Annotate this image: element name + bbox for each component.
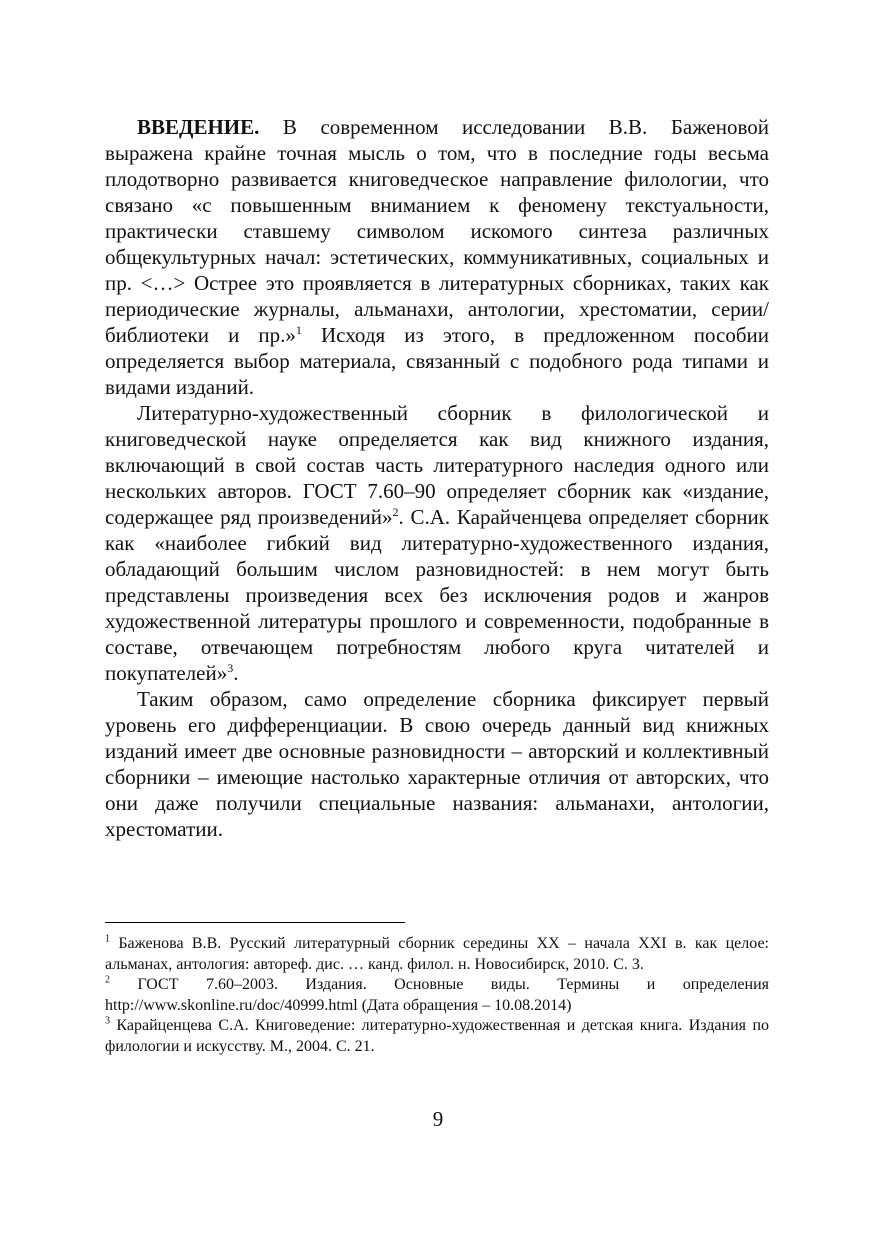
- paragraph-text: В современном исследовании В.В. Баженовой выражена крайне точная мысль о том, что в последние годы весьма плодотворно развивается книговедческое направление филологии, что связано «с повышенным вниманием к феномену текстуальности, практически ставшему символом искомого синтеза различных общекультурных начал: эстетических, коммуникативных, социальных и пр. <…> Острее это проявляется в литературных сборниках, таких как периодические журналы, альманахи, антологии, хрестоматии, серии/библиотеки и пр.»: [105, 115, 769, 347]
- footnote-number: 3: [105, 1015, 110, 1027]
- page-number: 9: [432, 1107, 444, 1131]
- footnote-separator: [105, 922, 405, 923]
- footnote-text: ГОСТ 7.60–2003. Издания. Основные виды. Термины и определения http://www.skonline.ru/doc/40999.html (Дата обращения – 10.08.2014): [105, 976, 769, 1014]
- footnotes: [105, 934, 769, 1057]
- footnote-1: [105, 934, 769, 975]
- paragraph-text: Литературно-художественный сборник в филологической и книговедческой науке определяется как вид книжного издания, включающий в свой состав часть литературного наследия одного или нескольких авторов. ГОСТ 7.60–90 определяет сборник как «издание, содержащее ряд произведений»: [105, 401, 769, 529]
- footnote-ref-1: 1: [295, 323, 302, 337]
- paragraph-text: .: [233, 661, 239, 685]
- section-heading: ВВЕДЕНИЕ.: [137, 115, 260, 139]
- footnote-number: 2: [105, 974, 110, 986]
- paragraph-introduction: [105, 114, 769, 400]
- footnote-3: [105, 1016, 769, 1057]
- paragraph-text: Таким образом, само определение сборника фиксирует первый уровень его дифференциации. В свою очередь данный вид книжных изданий имеет две основные разновидности – авторский и коллективный сборники – имеющие настолько характерные отличия от авторских, что они даже получили специальные названия: альманахи, антологии, хрестоматии.: [105, 687, 769, 841]
- footnote-ref-2: 2: [392, 505, 399, 519]
- footnote-ref-3: 3: [227, 661, 234, 675]
- footnote-text: Карайценцева С.А. Книговедение: литературно-художественная и детская книга. Издания по филологии и искусству. М., 2004. С. 21.: [105, 1017, 769, 1055]
- paragraph-text: . С.А. Карайченцева определяет сборник как «наиболее гибкий вид литературно-художественного издания, обладающий большим числом разновидностей: в нем могут быть представлены произведения всех без исключения родов и жанров художественной литературы прошлого и современности, подобранные в составе, отвечающем потребностям любого круга читателей и покупателей»: [105, 505, 769, 685]
- paragraph-collection-definition: [105, 400, 769, 686]
- footnote-number: 1: [105, 933, 110, 945]
- paragraph-differentiation: [105, 686, 769, 842]
- footnote-text: Баженова В.В. Русский литературный сборник середины XX – начала XXI в. как целое: альманах, антология: автореф. дис. … канд. филол. н. Новосибирск, 2010. С. 3.: [105, 935, 769, 973]
- paragraph-text: Исходя из этого, в предложенном пособии определяется выбор материала, связанный с подобного рода типами и видами изданий.: [105, 323, 769, 399]
- footnote-2: [105, 975, 769, 1016]
- main-text: [105, 114, 769, 842]
